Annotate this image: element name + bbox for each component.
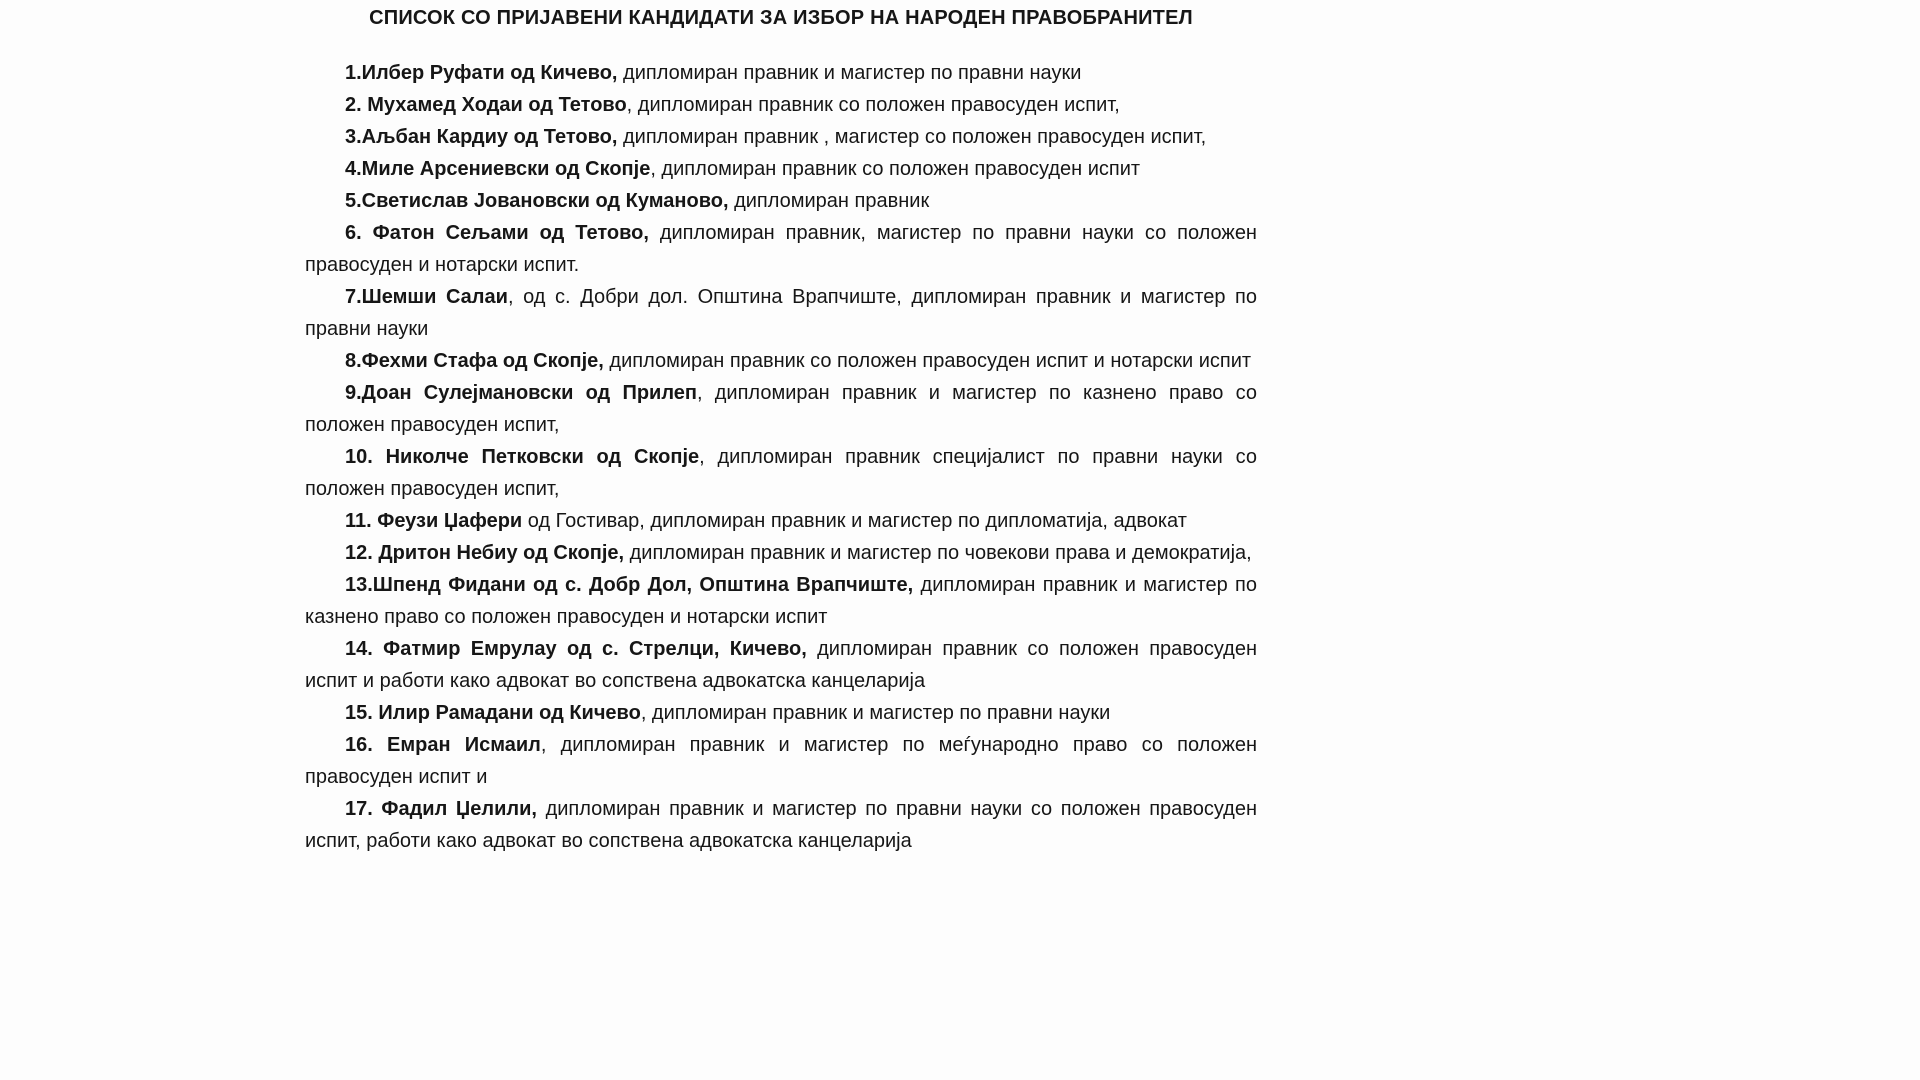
- candidate-name: 13.Шпенд Фидани од с. Добр Дол, Општина Врапчиште,: [345, 574, 914, 596]
- candidate-name: 6. Фатон Сељами од Тетово,: [345, 222, 649, 244]
- document-title: СПИСОК СО ПРИЈАВЕНИ КАНДИДАТИ ЗА ИЗБОР НА НАРОДЕН ПРАВОБРАНИТЕЛ: [369, 7, 1193, 29]
- list-item: [305, 505, 1257, 537]
- candidate-name: 15. Илир Рамадани од Кичево: [345, 702, 641, 724]
- candidate-description: , дипломиран правник со положен правосуден испит: [650, 158, 1141, 180]
- list-item: [305, 89, 1257, 121]
- candidate-description: , од с. Добри дол. Општина Врапчиште, дипломиран правник и магистер по правни науки: [305, 286, 1257, 340]
- candidate-description: дипломиран правник , магистер со положен правосуден испит,: [617, 126, 1207, 148]
- candidate-description: , дипломиран правник и магистер по меѓународно право со положен правосуден испит и: [305, 734, 1257, 788]
- list-item: [305, 345, 1257, 377]
- candidate-name: 17. Фадил Џелили,: [345, 798, 537, 820]
- candidate-name: 8.Фехми Стафа од Скопје,: [345, 350, 604, 372]
- candidate-description: дипломиран правник и магистер по правни науки со положен правосуден испит, работи како адвокат во сопствена адвокатска канцеларија: [305, 798, 1258, 852]
- candidate-description: дипломиран правник: [728, 190, 930, 212]
- candidate-description: дипломиран правник со положен правосуден испит и работи како адвокат во сопствена адвокатска канцеларија: [305, 638, 1258, 692]
- list-item: [305, 537, 1257, 569]
- candidate-description: дипломиран правник и магистер по правни науки: [617, 62, 1082, 84]
- list-item: [305, 697, 1257, 729]
- list-item: [305, 57, 1257, 89]
- candidate-name: 2. Мухамед Ходаи од Тетово: [345, 94, 627, 116]
- candidate-name: 1.Илбер Руфати од Кичево,: [345, 62, 618, 84]
- candidate-description: , дипломиран правник специјалист по правни науки со положен правосуден испит,: [305, 446, 1257, 500]
- candidate-name: 9.Доан Сулејмановски од Прилеп: [345, 382, 697, 404]
- candidate-name: 3.Аљбан Кардиу од Тетово,: [345, 126, 618, 148]
- candidate-name: 10. Николче Петковски од Скопје: [345, 446, 700, 468]
- list-item: [305, 153, 1257, 185]
- list-item: [305, 185, 1257, 217]
- candidate-name: 12. Дритон Небиу од Скопје,: [345, 542, 625, 564]
- candidate-name: 14. Фатмир Емрулау од с. Стрелци, Кичево,: [345, 638, 807, 660]
- candidate-description: дипломиран правник, магистер по правни науки со положен правосуден и нотарски испит.: [305, 222, 1257, 276]
- list-item: [305, 217, 1257, 281]
- candidate-description: , дипломиран правник и магистер по правни науки: [640, 702, 1111, 724]
- list-item: [305, 377, 1257, 441]
- list-item: [305, 633, 1257, 697]
- candidate-name: 11. Феузи Џафери: [345, 510, 523, 532]
- candidate-description: од Гостивар, дипломиран правник и магистер по дипломатија, адвокат: [522, 510, 1187, 532]
- document-page: [305, 6, 1257, 857]
- list-item: [305, 441, 1257, 505]
- candidate-name: 4.Миле Арсениевски од Скопје: [345, 158, 651, 180]
- list-item: [305, 281, 1257, 345]
- candidate-description: , дипломиран правник и магистер по казнено право со положен правосуден испит,: [305, 382, 1257, 436]
- candidate-name: 16. Емран Исмаил: [345, 734, 541, 756]
- candidate-description: дипломиран правник и магистер по човекови права и демократија,: [624, 542, 1252, 564]
- candidate-name: 5.Светислав Јовановски од Куманово,: [345, 190, 729, 212]
- candidate-description: дипломиран правник со положен правосуден испит и нотарски испит: [603, 350, 1252, 372]
- list-item: [305, 729, 1257, 793]
- candidate-description: дипломиран правник и магистер по казнено право со положен правосуден и нотарски испит: [305, 574, 1257, 628]
- candidate-description: , дипломиран правник со положен правосуден испит,: [626, 94, 1120, 116]
- candidate-name: 7.Шемши Салаи: [345, 286, 508, 308]
- candidate-list: [305, 57, 1257, 857]
- list-item: [305, 121, 1257, 153]
- list-item: [305, 793, 1257, 857]
- list-item: [305, 569, 1257, 633]
